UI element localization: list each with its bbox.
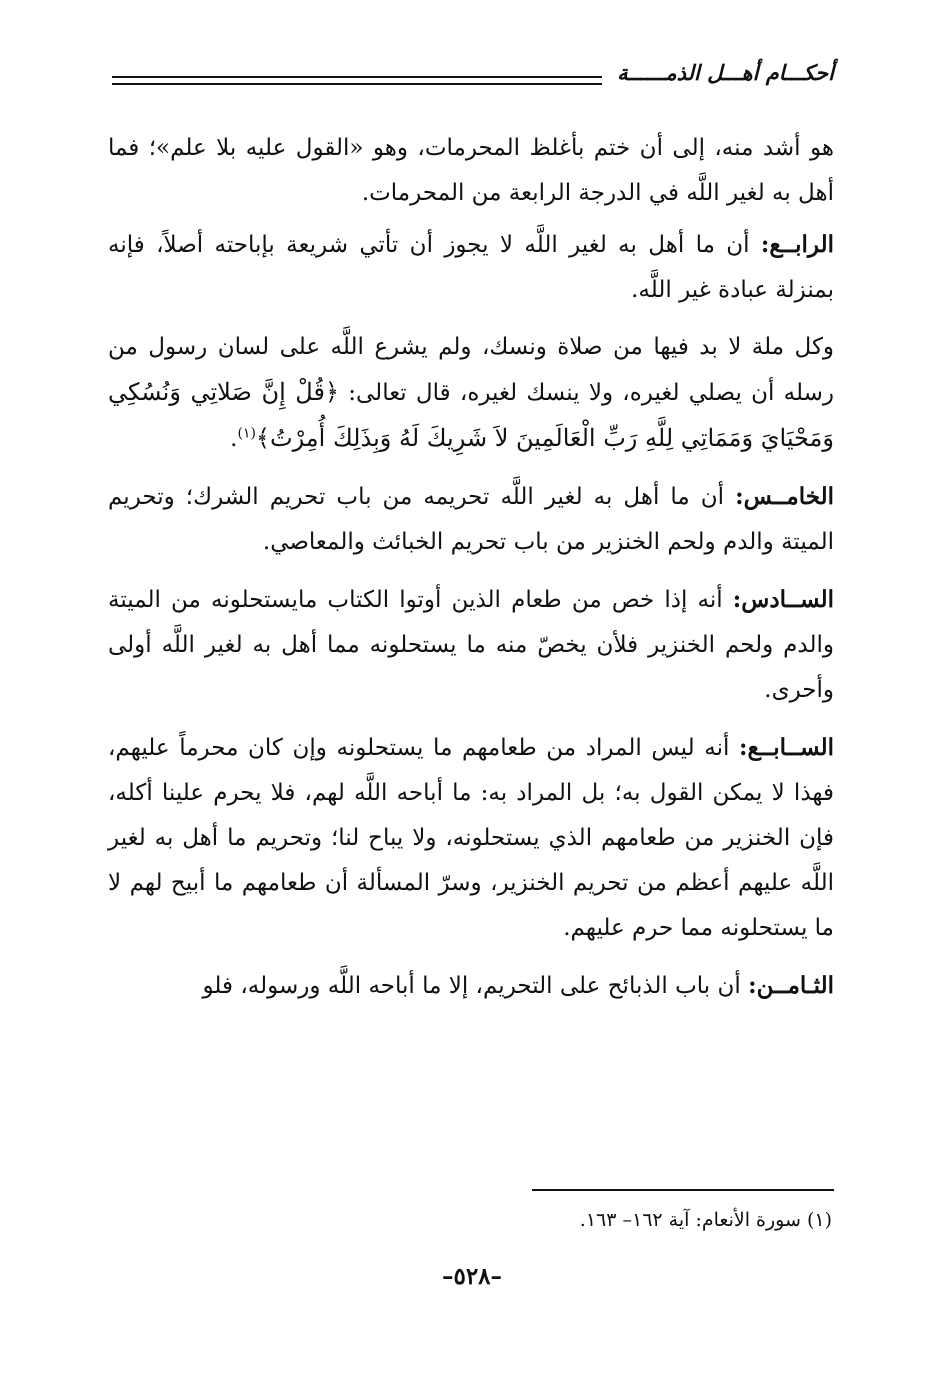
paragraph-text: أن ما أهل به لغير اللَّه تحريمه من باب تحريم الشرك؛ وتحريم الميتة والدم ولحم الخنزير من باب تحريم الخبائث والمعاصي. [108, 484, 834, 555]
quran-verse: ﴿قُلْ إِنَّ صَلاتِي وَنُسُكِي وَمَحْيَايَ وَمَمَاتِي لِلَّهِ رَبِّ الْعَالَمِينَ لاَ شَرِيكَ لَهُ وَبِذَلِكَ أُمِرْتُ﴾ [108, 378, 834, 452]
paragraph-text: هو أشد منه، إلى أن ختم بأغلظ المحرمات، وهو «القول عليه بلا علم»؛ فما أهل به لغير اللَّه في الدرجة الرابعة من المحرمات. [108, 135, 834, 206]
paragraph-fourth [108, 222, 834, 313]
paragraph-eighth [108, 963, 834, 1009]
main-text [108, 126, 834, 1021]
paragraph-seventh [108, 725, 834, 951]
header-double-rule [112, 76, 602, 85]
footnote-separator [532, 1189, 834, 1191]
section-lead-fourth: الرابــع: [760, 231, 834, 258]
header-title: أحكـــام أهـــل الذمــــــة [617, 61, 834, 85]
section-lead-sixth: الســادس: [732, 586, 834, 613]
paragraph-text: أنه ليس المراد من طعامهم ما يستحلونه وإن كان محرماً عليهم، فهذا لا يمكن القول به؛ بل المراد به: ما أباحه اللَّه لهم، فلا يحرم علينا أكله، فإن الخنزير من طعامهم الذي يستحلونه، ولا يباح لنا؛ وتحريم ما أهل به لغير اللَّه عليهم أعظم من تحريم الخنزير، وسرّ المسألة أن طعامهم ما أبيح لهم لا ما يستحلونه مما حرم عليهم. [108, 735, 834, 941]
paragraph-text: أن باب الذبائح على التحريم، إلا ما أباحه اللَّه ورسوله، فلو [202, 973, 749, 999]
paragraph-text: وكل ملة لا بد فيها من صلاة ونسك، ولم يشرع اللَّه على لسان رسول من رسله أن يصلي لغيره، ولا ينسك لغيره، قال تعالى: [108, 334, 834, 406]
paragraph-fifth [108, 474, 834, 565]
running-header [112, 58, 834, 98]
section-lead-seventh: الســابــع: [738, 734, 834, 761]
footnote-reference: (١) [237, 425, 256, 442]
paragraph-quran [108, 325, 834, 462]
paragraph-text: أن ما أهل به لغير اللَّه لا يجوز أن تأتي شريعة بإباحته أصلاً، فإنه بمنزلة عبادة غير اللَّه. [108, 232, 834, 303]
paragraph-text: أنه إذا خص من طعام الذين أوتوا الكتاب مايستحلونه من الميتة والدم ولحم الخنزير فلأن يخصّ منه ما يستحلونه مما أهل به لغير اللَّه أولى وأحرى. [108, 587, 834, 703]
section-lead-eighth: الثـامــن: [748, 972, 834, 999]
paragraph-sixth [108, 577, 834, 713]
footnote: (١) سورة الأنعام: آية ١٦٢– ١٦٣. [579, 1209, 832, 1231]
section-lead-fifth: الخامــس: [735, 483, 834, 510]
paragraph-1 [108, 126, 834, 216]
page-number: –٥٢٨– [441, 1263, 503, 1290]
paragraph-end: . [230, 426, 238, 452]
